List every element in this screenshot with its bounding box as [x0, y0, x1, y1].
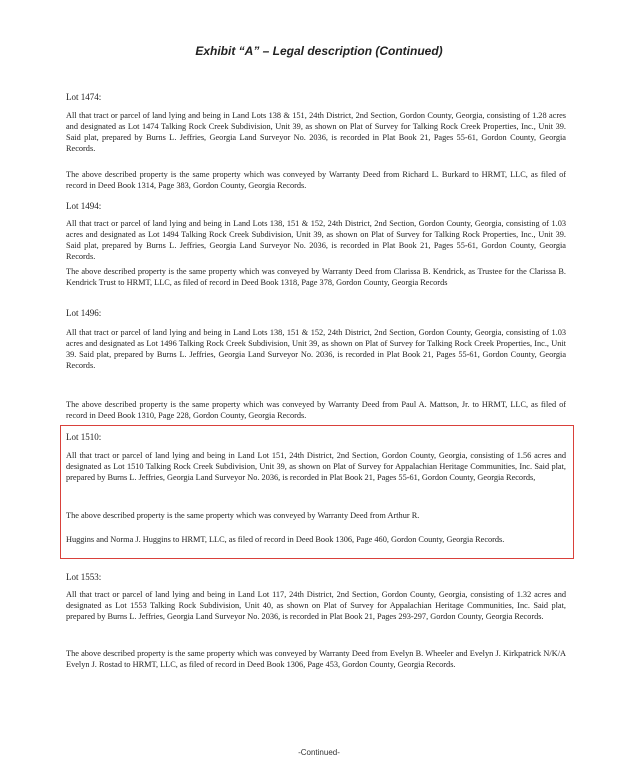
- lot-1496-heading: Lot 1496:: [66, 308, 102, 318]
- lot-1510-heading: Lot 1510:: [66, 432, 102, 442]
- lot-1496-conveyance: The above described property is the same property which was conveyed by Warranty Deed from Paul A. Mattson, Jr. to HRMT, LLC, as filed of record in Deed Book 1310, Page 228, Gordon County, Georgia Records.: [66, 400, 566, 420]
- lot-1494-conveyance: The above described property is the same property which was conveyed by Warranty Deed from Clarissa B. Kendrick, as Trustee for the Clarissa B. Kendrick Trust to HRMT, LLC, as filed of record in Deed Book 1318, Page 378, Gordon County, Georgia Records: [66, 267, 566, 287]
- lot-1494-heading: Lot 1494:: [66, 201, 102, 211]
- footer-continued: -Continued-: [298, 748, 340, 757]
- lot-1553-conveyance: The above described property is the same property which was conveyed by Warranty Deed from Evelyn B. Wheeler and Evelyn J. Kirkpatrick N/K/A Evelyn J. Rostad to HRMT, LLC, as filed of record in Deed Book 1306, Page 453, Gordon County, Georgia Records.: [66, 649, 566, 669]
- lot-1474-description: All that tract or parcel of land lying and being in Land Lots 138 & 151, 24th District, 2nd Section, Gordon County, Georgia, consisting of 1.28 acres and designated as Lot 1474 Talking Rock Creek Subdivision, Unit 39, as shown on Plat of Survey for Talking Rock Creek Properties, Inc., Unit 39. Said plat, prepared by Burns L. Jeffries, Georgia Land Surveyor No. 2036, is recorded in Plat Book 21, Pages 55-61, Gordon County, Georgia Records.: [66, 111, 566, 153]
- lot-1474-heading: Lot 1474:: [66, 92, 102, 102]
- lot-1553-heading: Lot 1553:: [66, 572, 102, 582]
- lot-1510-conveyance-line1: The above described property is the same property which was conveyed by Warranty Deed from Arthur R.: [66, 511, 420, 520]
- lot-1494-description: All that tract or parcel of land lying and being in Land Lots 138, 151 & 152, 24th District, 2nd Section, Gordon County, Georgia, consisting of 1.03 acres and designated as Lot 1494 Talking Rock Creek Subdivision, Unit 39, as shown on Plat of Survey for Talking Rock Properties, Inc., Unit 39. Said plat, prepared by Burns L. Jeffries, Georgia Land Surveyor No. 2036, is recorded in Plat Book 21, Pages 55-61, Gordon County, Georgia Records.: [66, 219, 566, 261]
- lot-1510-description: All that tract or parcel of land lying and being in Land Lot 151, 24th District, 2nd Section, Gordon County, Georgia, consisting of 1.56 acres and designated as Lot 1510 Talking Rock Creek Subdivision, Unit 39, as shown on Plat of Survey for Appalachian Heritage Communities, Inc. Said plat, prepared by Burns L. Jeffries, Georgia Land Surveyor No. 2036, is recorded in Plat Book 21, Pages 55-61, Gordon County, Georgia Records,: [66, 451, 566, 482]
- lot-1496-description: All that tract or parcel of land lying and being in Land Lots 138, 151 & 152, 24th District, 2nd Section, Gordon County, Georgia, consisting of 1.03 acres and designated as Lot 1496 Talking Rock Creek Subdivision, Unit 39, as shown on Plat of Survey for Talking Rock Creek Properties, Inc., Unit 39. Said plat, prepared by Burns L. Jeffries, Georgia Land Surveyor No. 2036, is recorded in Plat Book 21, Pages 55-61, Gordon County, Georgia Records.: [66, 328, 566, 370]
- page-title: Exhibit “A” – Legal description (Continued): [195, 44, 443, 58]
- lot-1474-conveyance: The above described property is the same property which was conveyed by Warranty Deed from Richard L. Burkard to HRMT, LLC, as filed of record in Deed Book 1314, Page 383, Gordon County, Georgia Records.: [66, 170, 566, 190]
- lot-1553-description: All that tract or parcel of land lying and being in Land Lot 117, 24th District, 2nd Section, Gordon County, Georgia, consisting of 1.32 acres and designated as Lot 1553 Talking Rock Subdivision, Unit 40, as shown on Plat of Survey for Appalachian Heritage Communities, Inc. Said plat, prepared by Burns L. Jeffries, Georgia Land Surveyor No. 2036, is recorded in Plat Book 21, Pages 293-297, Gordon County, Georgia Records.: [66, 590, 566, 621]
- lot-1510-conveyance-line2: Huggins and Norma J. Huggins to HRMT, LLC, as filed of record in Deed Book 1306, Page 460, Gordon County, Georgia Records.: [66, 535, 505, 544]
